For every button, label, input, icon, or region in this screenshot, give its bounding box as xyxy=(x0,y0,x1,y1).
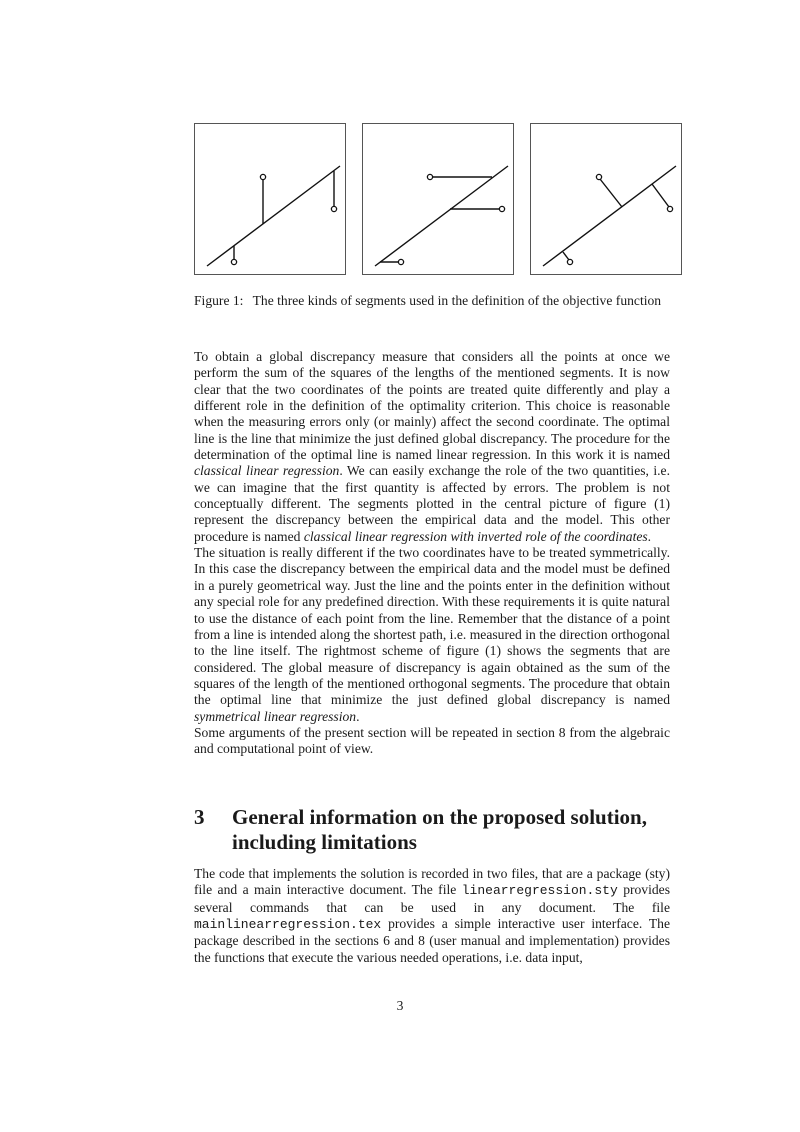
figure-panel-orthogonal-segments xyxy=(530,123,682,275)
figure-panel-drawing xyxy=(362,123,514,275)
filename: linearregression.sty xyxy=(461,883,618,899)
figure-panel-drawing xyxy=(194,123,346,275)
figure-1 xyxy=(194,123,682,276)
section-number: 3 xyxy=(194,805,205,829)
paragraph xyxy=(194,866,670,966)
text-run: provides several commands that can be used in any document. The file xyxy=(194,882,671,915)
text-run: . We can easily exchange the role of the two quantities, i.e. we can imagine that the first quantity is affected by errors. The problem is not conceptually different. The segments plotted in the central picture of figure (1) represent the discrepancy between the empirical data and the model. This other procedure is named xyxy=(194,463,670,544)
paragraph: Some arguments of the present section will be repeated in section 8 from the algebraic and computational point of view. xyxy=(194,724,670,757)
text-run: . xyxy=(647,528,652,544)
figure-panel-drawing xyxy=(530,123,682,275)
figure-panel-horizontal-segments xyxy=(362,123,514,275)
emphasis-term: classical linear regression with inverted role of the coordinates xyxy=(303,528,648,544)
figure-caption-text: The three kinds of segments used in the definition of the objective function xyxy=(252,293,662,308)
page-number: 3 xyxy=(396,998,404,1013)
regression-line xyxy=(543,166,676,266)
section-2-body xyxy=(194,349,670,758)
paragraph xyxy=(194,545,670,725)
data-point xyxy=(567,259,572,264)
data-point xyxy=(398,259,403,264)
segment xyxy=(652,184,669,207)
segment xyxy=(563,252,569,260)
filename: mainlinearregression.tex xyxy=(194,917,382,933)
emphasis-term: classical linear regression xyxy=(194,463,340,479)
data-point xyxy=(260,174,265,179)
text-run: The code that implements the solution is recorded in two files, that are a package (sty) file and a main interactive document. The file xyxy=(194,866,670,898)
data-point xyxy=(596,174,601,179)
regression-line xyxy=(375,166,508,266)
text-run: provides a simple interactive user interface. The package described in the sections 6 and 8 (user manual and implementation) provides the functions that execute the various needed operations, i.e. data input, xyxy=(194,916,670,965)
data-point xyxy=(427,174,432,179)
data-point xyxy=(499,206,504,211)
text-run: . xyxy=(356,708,360,724)
paragraph xyxy=(194,349,670,545)
regression-line xyxy=(207,166,340,266)
text-run: The situation is really different if the two coordinates have to be treated symmetrically. In this case the discrepancy between the empirical data and the model must be defined in a purely geometrical way. Just the line and the points enter in the definition without any special role for any predefined direction. With these requirements it is quite natural to use the distance of each point from the line. Remember that the distance of a point from a line is intended along the shortest path, i.e. measured in the direction orthogonal to the line itself. The rightmost scheme of figure (1) shows the segments that are considered. The global measure of discrepancy is again obtained as the sum of the squares of the length of the mentioned orthogonal segments. The procedure that obtain the optimal line that minimize the just defined global discrepancy is named xyxy=(194,545,670,708)
section-3-body xyxy=(194,866,670,966)
figure-label: Figure 1: xyxy=(194,293,244,308)
data-point xyxy=(231,259,236,264)
figure-panel-vertical-segments xyxy=(194,123,346,275)
text-run: To obtain a global discrepancy measure that considers all the points at once we perform the sum of the squares of the lengths of the mentioned segments. It is now clear that the two coordinates of the points are treated quite differently and play a different role in the definition of the optimality criterion. This choice is reasonable when the measuring errors only (or mainly) affect the second coordinate. The optimal line is the line that minimize the just defined global discrepancy. The procedure for the determination of the optimal line is named linear regression. In this work it is named xyxy=(194,349,670,463)
data-point xyxy=(667,206,672,211)
figure-caption xyxy=(194,292,670,310)
segment xyxy=(600,179,622,207)
section-title: General information on the proposed solution, including limitations xyxy=(232,805,647,854)
emphasis-term: symmetrical linear regression xyxy=(194,708,357,724)
data-point xyxy=(331,206,336,211)
